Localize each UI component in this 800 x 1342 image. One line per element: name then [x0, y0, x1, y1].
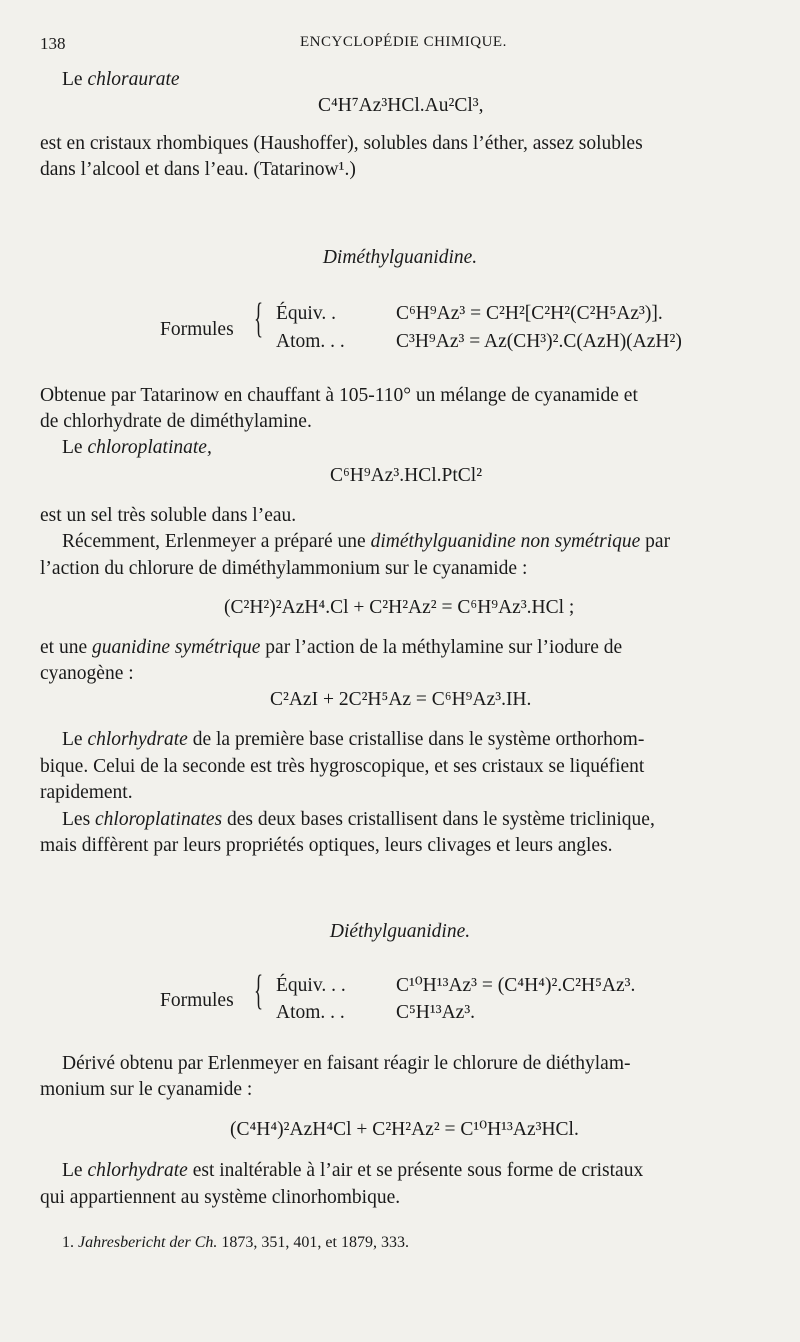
para3-line: est un sel très soluble dans l’eau.	[40, 505, 297, 526]
term-chlorhydrate-2: chlorhydrate	[87, 1160, 188, 1181]
para2-line2: de chlorhydrate de diméthylamine.	[40, 411, 312, 432]
para4-line2: l’action du chlorure de diméthylammonium sur le cyanamide :	[40, 558, 528, 579]
term-chlorhydrate: chlorhydrate	[87, 729, 188, 750]
equiv-label-2: Équiv. . .	[276, 975, 346, 996]
atom-label-1: Atom. . .	[276, 331, 345, 352]
footnote-number: 1.	[62, 1234, 74, 1251]
term-chloroplatinates: chloroplatinates	[95, 809, 223, 830]
formula-chloraurate: C⁴H⁷Az³HCl.Au²Cl³,	[318, 95, 484, 116]
term-chloroplatinate: chloroplatinate,	[87, 437, 212, 458]
running-title: ENCYCLOPÉDIE CHIMIQUE.	[300, 34, 507, 50]
para6-line1	[62, 726, 644, 753]
equiv-label-1: Équiv. .	[276, 303, 336, 324]
atom-formula-1: C³H⁹Az³ = Az(CH³)².C(AzH)(AzH²)	[396, 331, 682, 352]
term-non-symetrique: diméthylguanidine non symétrique	[370, 531, 641, 552]
para6-line3: rapidement.	[40, 782, 133, 803]
heading-dimethylguanidine: Diméthylguanidine.	[322, 247, 478, 268]
term-chloraurate: chloraurate	[87, 69, 180, 90]
equiv-formula-2: C¹⁰H¹³Az³ = (C⁴H⁴)².C²H⁵Az³.	[396, 975, 636, 996]
line-chloroplatinate	[62, 434, 212, 461]
para7-line1	[62, 806, 655, 833]
para8-line1: Dérivé obtenu par Erlenmeyer en faisant réagir le chlorure de diéthylam-	[62, 1053, 631, 1074]
para8-line2: monium sur le cyanamide :	[40, 1079, 253, 1100]
term-symetrique: guanidine symétrique	[91, 637, 261, 658]
text-les: Les	[62, 809, 91, 830]
heading-diethylguanidine: Diéthylguanidine.	[329, 921, 471, 942]
text-par: par	[645, 531, 671, 552]
text-le-3: Le	[62, 729, 83, 750]
para7-line2: mais diffèrent par leurs propriétés optiques, leurs clivages et leurs angles.	[40, 835, 613, 856]
formula-reaction-3: (C⁴H⁴)²AzH⁴Cl + C²H²Az² = C¹⁰H¹³Az³HCl.	[230, 1119, 579, 1140]
equiv-formula-1: C⁶H⁹Az³ = C²H²[C²H²(C²H⁵Az³)].	[396, 303, 663, 324]
brace-1: {	[254, 296, 264, 342]
formules-label-2: Formules	[160, 990, 234, 1011]
text-deux-bases: des deux bases cristallisent dans le système triclinique,	[227, 809, 655, 830]
formula-reaction-2: C²AzI + 2C²H⁵Az = C⁶H⁹Az³.IH.	[270, 689, 532, 710]
para6-line2: bique. Celui de la seconde est très hygroscopique, et ses cristaux se liquéfient	[40, 756, 645, 777]
para4-line1	[62, 528, 670, 555]
text-recemment: Récemment, Erlenmeyer a préparé une	[62, 531, 366, 552]
para9-line1	[62, 1157, 643, 1184]
brace-2: {	[254, 968, 264, 1014]
footnote	[62, 1234, 409, 1252]
formules-label-1: Formules	[160, 319, 234, 340]
para5-line1	[40, 634, 622, 661]
para5-line2: cyanogène :	[40, 663, 134, 684]
text-le-2: Le	[62, 437, 83, 458]
para1-line2: dans l’alcool et dans l’eau. (Tatarinow¹.)	[40, 159, 356, 180]
text-le-4: Le	[62, 1160, 83, 1181]
page-number: 138	[40, 34, 66, 53]
footnote-refs: 1873, 351, 401, et 1879, 333.	[221, 1234, 409, 1251]
text-le: Le	[62, 69, 83, 90]
para1-line1: est en cristaux rhombiques (Haushoffer), solubles dans l’éther, assez solubles	[40, 133, 643, 154]
text-premiere-base: de la première base cristallise dans le système orthorhom-	[192, 729, 645, 750]
text-et-une: et une	[40, 637, 88, 658]
text-action-methylamine: par l’action de la méthylamine sur l’iodure de	[265, 637, 623, 658]
text-inalterable: est inaltérable à l’air et se présente sous forme de cristaux	[192, 1160, 644, 1181]
footnote-journal: Jahresbericht der Ch.	[78, 1234, 218, 1251]
atom-formula-2: C⁵H¹³Az³.	[396, 1002, 476, 1023]
formula-reaction-1: (C²H²)²AzH⁴.Cl + C²H²Az² = C⁶H⁹Az³.HCl ;	[224, 597, 575, 618]
formula-chloroplatinate: C⁶H⁹Az³.HCl.PtCl²	[330, 465, 483, 486]
line-chloraurate	[62, 66, 180, 93]
atom-label-2: Atom. . .	[276, 1002, 345, 1023]
para2-line1: Obtenue par Tatarinow en chauffant à 105-110° un mélange de cyanamide et	[40, 385, 638, 406]
para9-line2: qui appartiennent au système clinorhombique.	[40, 1187, 401, 1208]
